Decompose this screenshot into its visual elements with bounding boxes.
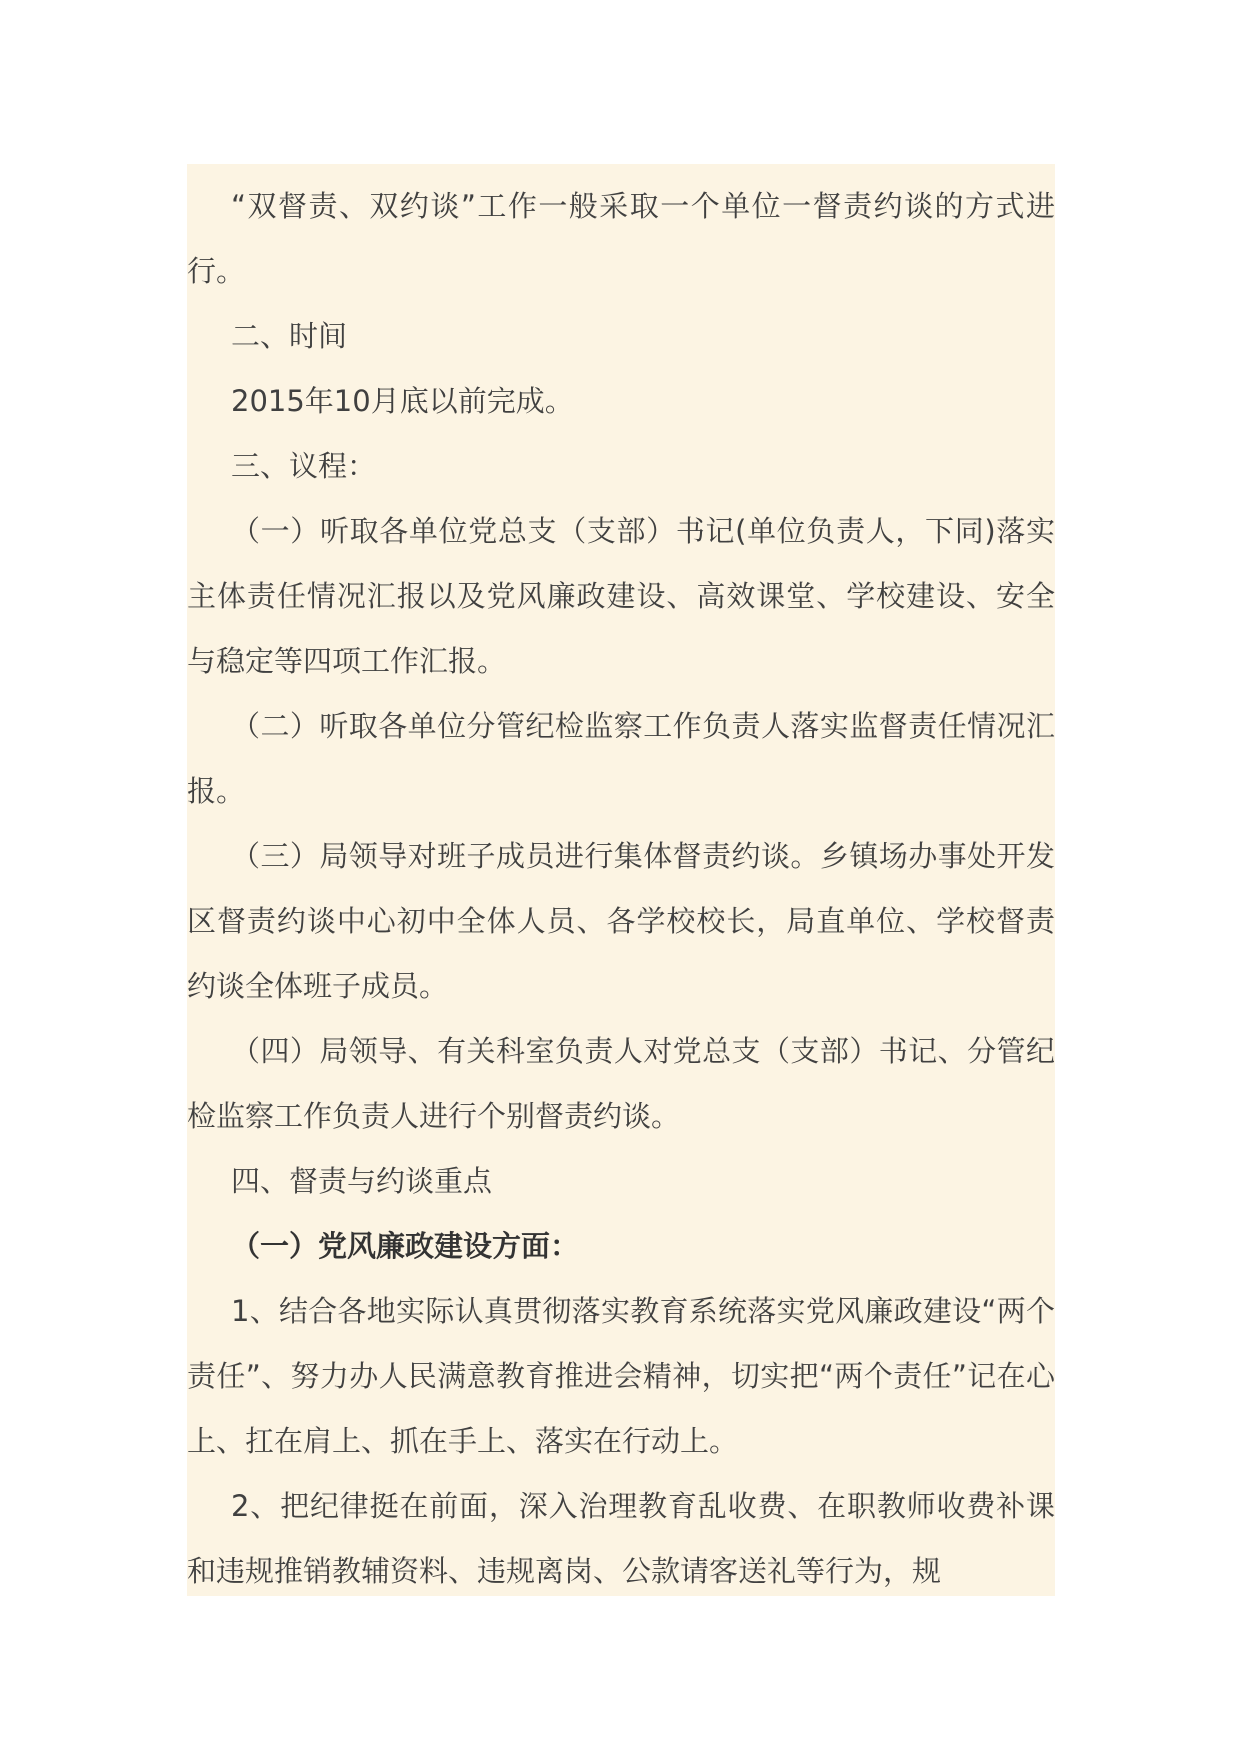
paragraph-intro: “双督责、双约谈”工作一般采取一个单位一督责约谈的方式进行。	[187, 189, 1055, 288]
agenda-item-1: （一）听取各单位党总支（支部）书记(单位负责人，下同)落实主体责任情况汇报以及党风廉政建设、高效课堂、学校建设、安全与稳定等四项工作汇报。	[187, 514, 1055, 678]
agenda-item-4: （四）局领导、有关科室负责人对党总支（支部）书记、分管纪检监察工作负责人进行个别督责约谈。	[187, 1034, 1055, 1133]
heading-focus: 四、督责与约谈重点	[231, 1164, 493, 1198]
subheading-party-integrity: （一）党风廉政建设方面：	[231, 1229, 580, 1263]
paragraph-deadline: 2015年10月底以前完成。	[231, 384, 574, 418]
focus-item-1: 1、结合各地实际认真贯彻落实教育系统落实党风廉政建设“两个责任”、努力办人民满意教育推进会精神，切实把“两个责任”记在心上、扛在肩上、抓在手上、落实在行动上。	[187, 1294, 1055, 1458]
document-body	[187, 164, 1055, 1596]
heading-agenda: 三、议程：	[231, 449, 377, 483]
agenda-item-2: （二）听取各单位分管纪检监察工作负责人落实监督责任情况汇报。	[187, 709, 1055, 808]
focus-item-2: 2、把纪律挺在前面，深入治理教育乱收费、在职教师收费补课和违规推销教辅资料、违规离岗、公款请客送礼等行为，规	[187, 1489, 1055, 1588]
agenda-item-3: （三）局领导对班子成员进行集体督责约谈。乡镇场办事处开发区督责约谈中心初中全体人员、各学校校长，局直单位、学校督责约谈全体班子成员。	[187, 839, 1055, 1003]
heading-time: 二、时间	[231, 319, 348, 353]
